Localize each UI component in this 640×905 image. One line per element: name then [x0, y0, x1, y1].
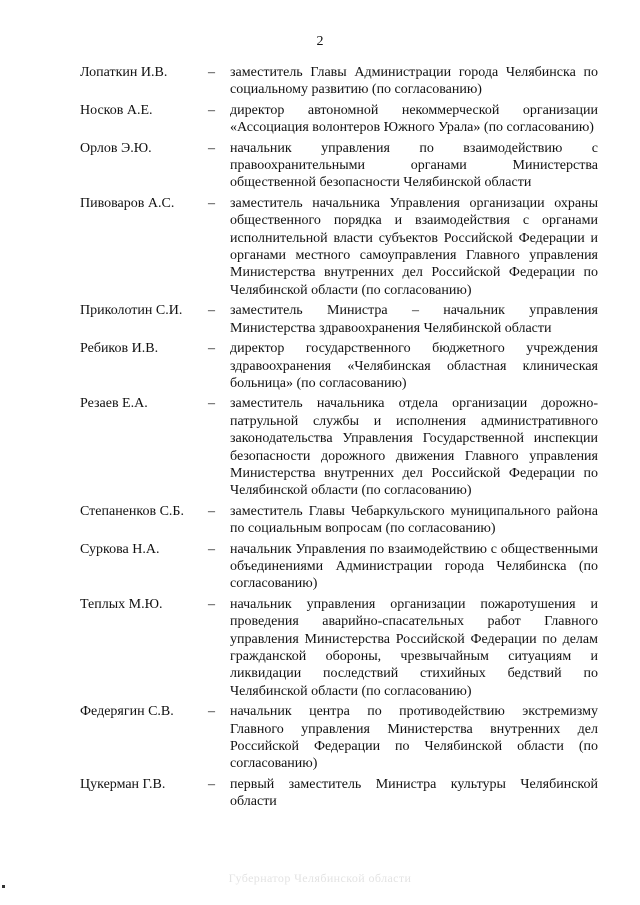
member-name: Федерягин С.В. — [80, 704, 174, 720]
separator-dash: – — [208, 140, 215, 156]
separator-dash: – — [208, 776, 215, 792]
member-name: Носков А.Е. — [80, 102, 153, 118]
roster-entry — [80, 541, 598, 593]
roster-entry — [80, 140, 598, 192]
separator-dash: – — [208, 541, 215, 557]
separator-dash: – — [208, 65, 215, 80]
roster-entry — [80, 102, 598, 137]
footer-watermark: Губернатор Челябинской области — [228, 871, 412, 885]
member-role: директор государственного бюджетного учреждения здравоохранения «Челябинская областная клиническая больница» (по согласованию) — [230, 341, 598, 391]
roster-entry — [80, 395, 598, 499]
member-role: начальник Управления по взаимодействию с общественными объединениями Администрации города Челябинска (по согласованию) — [230, 541, 598, 592]
roster-entry — [80, 703, 598, 773]
roster-entry — [80, 340, 598, 392]
member-role: заместитель начальника Управления организации охраны общественного порядка и взаимодействия с органами исполнительной власти субъектов Российской Федерации и органами местного самоуправления Главного управления Министерства внутренних дел Российской Федерации по Челябинской области (по согласованию) — [230, 195, 598, 298]
page-number: 2 — [316, 34, 324, 49]
separator-dash: – — [208, 596, 215, 612]
separator-dash: – — [208, 341, 215, 357]
roster-entry — [80, 64, 598, 99]
member-role: начальник управления по взаимодействию с правоохранительными органами Министерства общественной безопасности Челябинской области — [230, 140, 598, 191]
member-name: Резаев Е.А. — [80, 396, 148, 412]
roster-entry — [80, 503, 598, 538]
member-name: Пивоваров А.С. — [80, 195, 175, 211]
member-name: Лопаткин И.В. — [80, 65, 168, 80]
roster-entry — [80, 302, 598, 337]
member-name: Приколотин С.И. — [80, 303, 183, 319]
roster-entry — [80, 776, 598, 811]
member-role: заместитель начальника отдела организации дорожно-патрульной службы и исполнения административного законодательства Управления Государственной инспекции безопасности дорожного движения Главного управления Министерства внутренних дел Российской Федерации по Челябинской области (по согласованию) — [230, 396, 598, 499]
separator-dash: – — [208, 704, 215, 720]
member-name: Ребиков И.В. — [80, 341, 159, 357]
member-role: начальник управления организации пожаротушения и проведения аварийно-спасательных работ Главного управления Министерства Российской Федерации по делам гражданской обороны, чрезвычайным ситуациям и ликвидации последствий стихийных бедствий по Челябинской области (по согласованию) — [230, 596, 598, 699]
separator-dash: – — [208, 195, 215, 211]
member-name: Орлов Э.Ю. — [80, 140, 152, 156]
member-role: первый заместитель Министра культуры Челябинской области — [230, 776, 598, 810]
separator-dash: – — [208, 102, 215, 118]
member-role: начальник центра по противодействию экстремизму Главного управления Министерства внутренних дел Российской Федерации по Челябинской области (по согласованию) — [230, 704, 598, 772]
roster-entry — [80, 596, 598, 700]
member-role: заместитель Министра – начальник управления Министерства здравоохранения Челябинской области — [230, 303, 598, 336]
member-role: директор автономной некоммерческой организации «Ассоциация волонтеров Южного Урала» (по согласованию) — [230, 102, 598, 136]
member-name: Цукерман Г.В. — [80, 776, 166, 792]
separator-dash: – — [208, 503, 215, 519]
member-name: Теплых М.Ю. — [80, 596, 163, 612]
separator-dash: – — [208, 303, 215, 319]
member-name: Суркова Н.А. — [80, 541, 160, 557]
member-name: Степаненков С.Б. — [80, 503, 184, 519]
member-role: заместитель Главы Администрации города Челябинска по социальному развитию (по согласованию) — [230, 65, 598, 98]
roster-entry — [80, 195, 598, 299]
member-role: заместитель Главы Чебаркульского муниципального района по социальным вопросам (по согласованию) — [230, 503, 598, 537]
separator-dash: – — [208, 396, 215, 412]
scan-edge-mark — [2, 885, 5, 888]
committee-roster — [80, 64, 598, 814]
